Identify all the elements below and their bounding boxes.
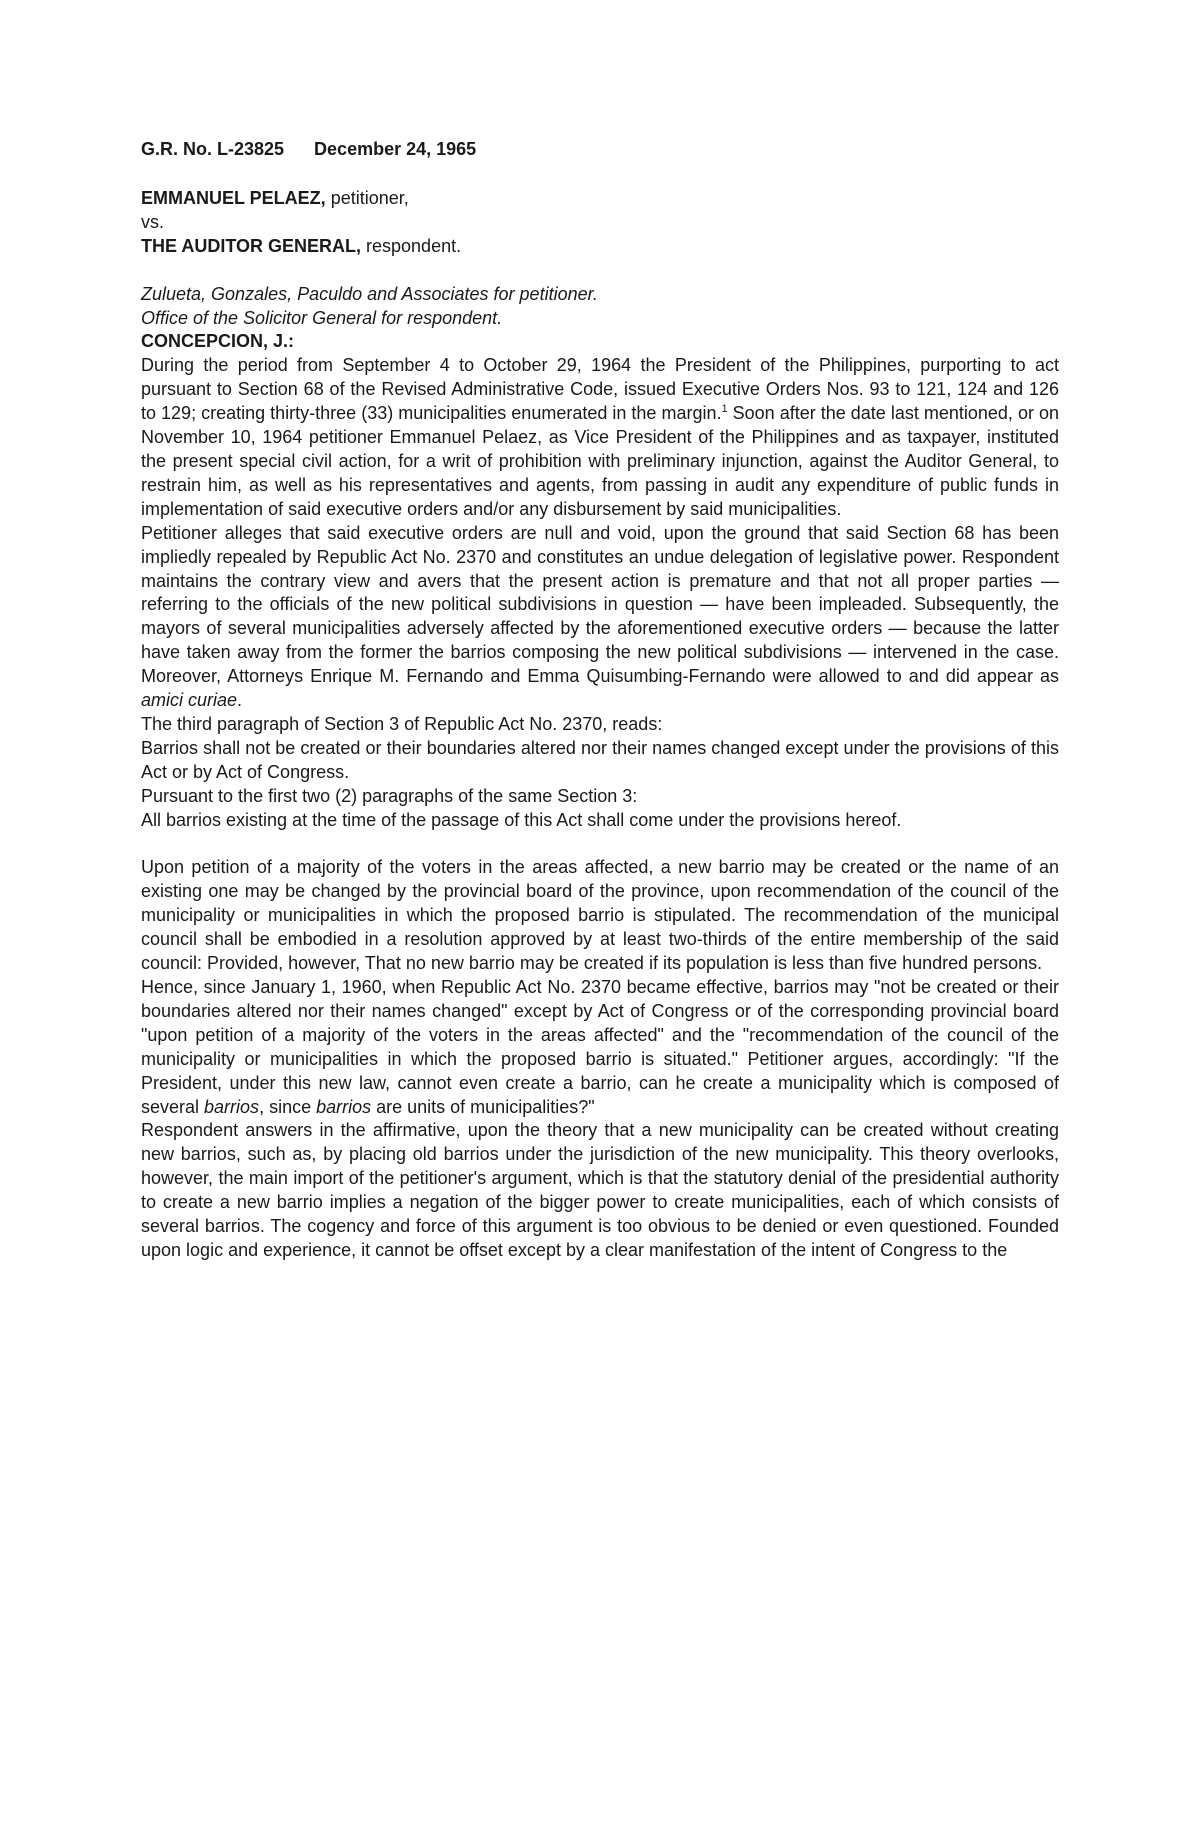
counsel-respondent: Office of the Solicitor General for respondent. [141,307,503,328]
document-page [141,138,1059,1263]
paragraph-5-text-c: are units of municipalities?" [371,1096,595,1117]
paragraph-2-italic: amici curiae [141,690,238,711]
respondent-role: respondent. [361,235,462,256]
case-number: G.R. No. L-23825 [141,139,285,159]
paragraph-5-text-b: , since [259,1096,317,1117]
respondent-line [141,235,1059,259]
petitioner-line [141,187,1059,211]
quote-1: Barrios shall not be created or their boundaries altered nor their names changed except under the provisions of this Act or by Act of Congress. [141,737,1059,782]
paragraph-1-text-a: During the period from September 4 to October 29, 1964 the President of the Philippines, purporting to act pursuant to Section 68 of the Revised Administrative Code, issued Executive Orders Nos. 93 to 121, 124 and 126 to 129; creating thirty-three (33) municipalities enumerated in the margin. [141,355,1059,424]
parties-block [141,187,1059,259]
decision-date: December 24, 1965 [314,139,477,159]
respondent-name: THE AUDITOR GENERAL, [141,235,362,256]
quote-3: Upon petition of a majority of the voters in the areas affected, a new barrio may be created or the name of an existing one may be changed by the provincial board of the province, upon recommendation of the council of the municipality or municipalities in which the proposed barrio is stipulated. The recommendation of the municipal council shall be embodied in a resolution approved by at least two-thirds of the entire membership of the said council: Provided, however, That no new barrio may be created if its population is less than five hundred persons. [141,857,1059,974]
quote-2: All barrios existing at the time of the passage of this Act shall come under the provisions hereof. [141,809,902,830]
ponente-heading: CONCEPCION, J.: [141,331,295,352]
petitioner-name: EMMANUEL PELAEZ, [141,187,326,208]
paragraph-2 [141,522,1059,713]
paragraph-1-text-b: Soon after the date last mentioned, or on November 10, 1964 petitioner Emmanuel Pelaez, as Vice President of the Philippines and as taxpayer, instituted the present special civil action, for a writ of prohibition with preliminary injunction, against the Auditor General, to restrain him, as well as his representatives and agents, from passing in audit any expenditure of public funds in implementation of said executive orders and/or any disbursement by said municipalities. [141,403,1059,519]
paragraph-5-italic-2: barrios [316,1096,372,1117]
paragraph-2-text-b: . [237,690,243,711]
petitioner-role: petitioner, [325,187,409,208]
paragraph-5-text-a: Hence, since January 1, 1960, when Republic Act No. 2370 became effective, barrios may "not be created or their boundaries altered nor their names changed" except by Act of Congress or of the corresponding provincial board "upon petition of a majority of the voters in the areas affected" and the "recommendation of the council of the municipality or municipalities in which the proposed barrio is situated." Petitioner argues, accordingly: "If the President, under this new law, cannot even create a barrio, can he create a municipality which is composed of several [141,977,1059,1117]
paragraph-1 [141,354,1059,521]
paragraph-3: The third paragraph of Section 3 of Republic Act No. 2370, reads: [141,713,663,734]
footnote-marker[interactable]: 1 [721,403,728,416]
paragraph-5-italic-1: barrios [204,1096,260,1117]
paragraph-6: Respondent answers in the affirmative, upon the theory that a new municipality can be created without creating new barrios, such as, by placing old barrios under the jurisdiction of the new municipality. This theory overlooks, however, the main import of the petitioner's argument, which is that the statutory denial of the presidential authority to create a new barrio implies a negation of the bigger power to create municipalities, each of which consists of several barrios. The cogency and force of this argument is too obvious to be denied or even questioned. Founded upon logic and experience, it cannot be offset except by a clear manifestation of the intent of Congress to the [141,1120,1059,1260]
case-heading [141,138,1059,162]
paragraph-5 [141,976,1059,1119]
paragraph-2-text-a: Petitioner alleges that said executive orders are null and void, upon the ground that said Section 68 has been impliedly repealed by Republic Act No. 2370 and constitutes an undue delegation of legislative power. Respondent maintains the contrary view and avers that the present action is premature and that not all proper parties — referring to the officials of the new political subdivisions in question — have been impleaded. Subsequently, the mayors of several municipalities adversely affected by the aforementioned executive orders — because the latter have taken away from the former the barrios composing the new political subdivisions — intervened in the case. Moreover, Attorneys Enrique M. Fernando and Emma Quisumbing-Fernando were allowed to and did appear as [141,522,1059,687]
counsel-block [141,283,1059,331]
counsel-petitioner: Zulueta, Gonzales, Paculdo and Associates for petitioner. [141,283,598,304]
versus-line: vs. [141,211,165,232]
paragraph-4: Pursuant to the first two (2) paragraphs of the same Section 3: [141,785,638,806]
